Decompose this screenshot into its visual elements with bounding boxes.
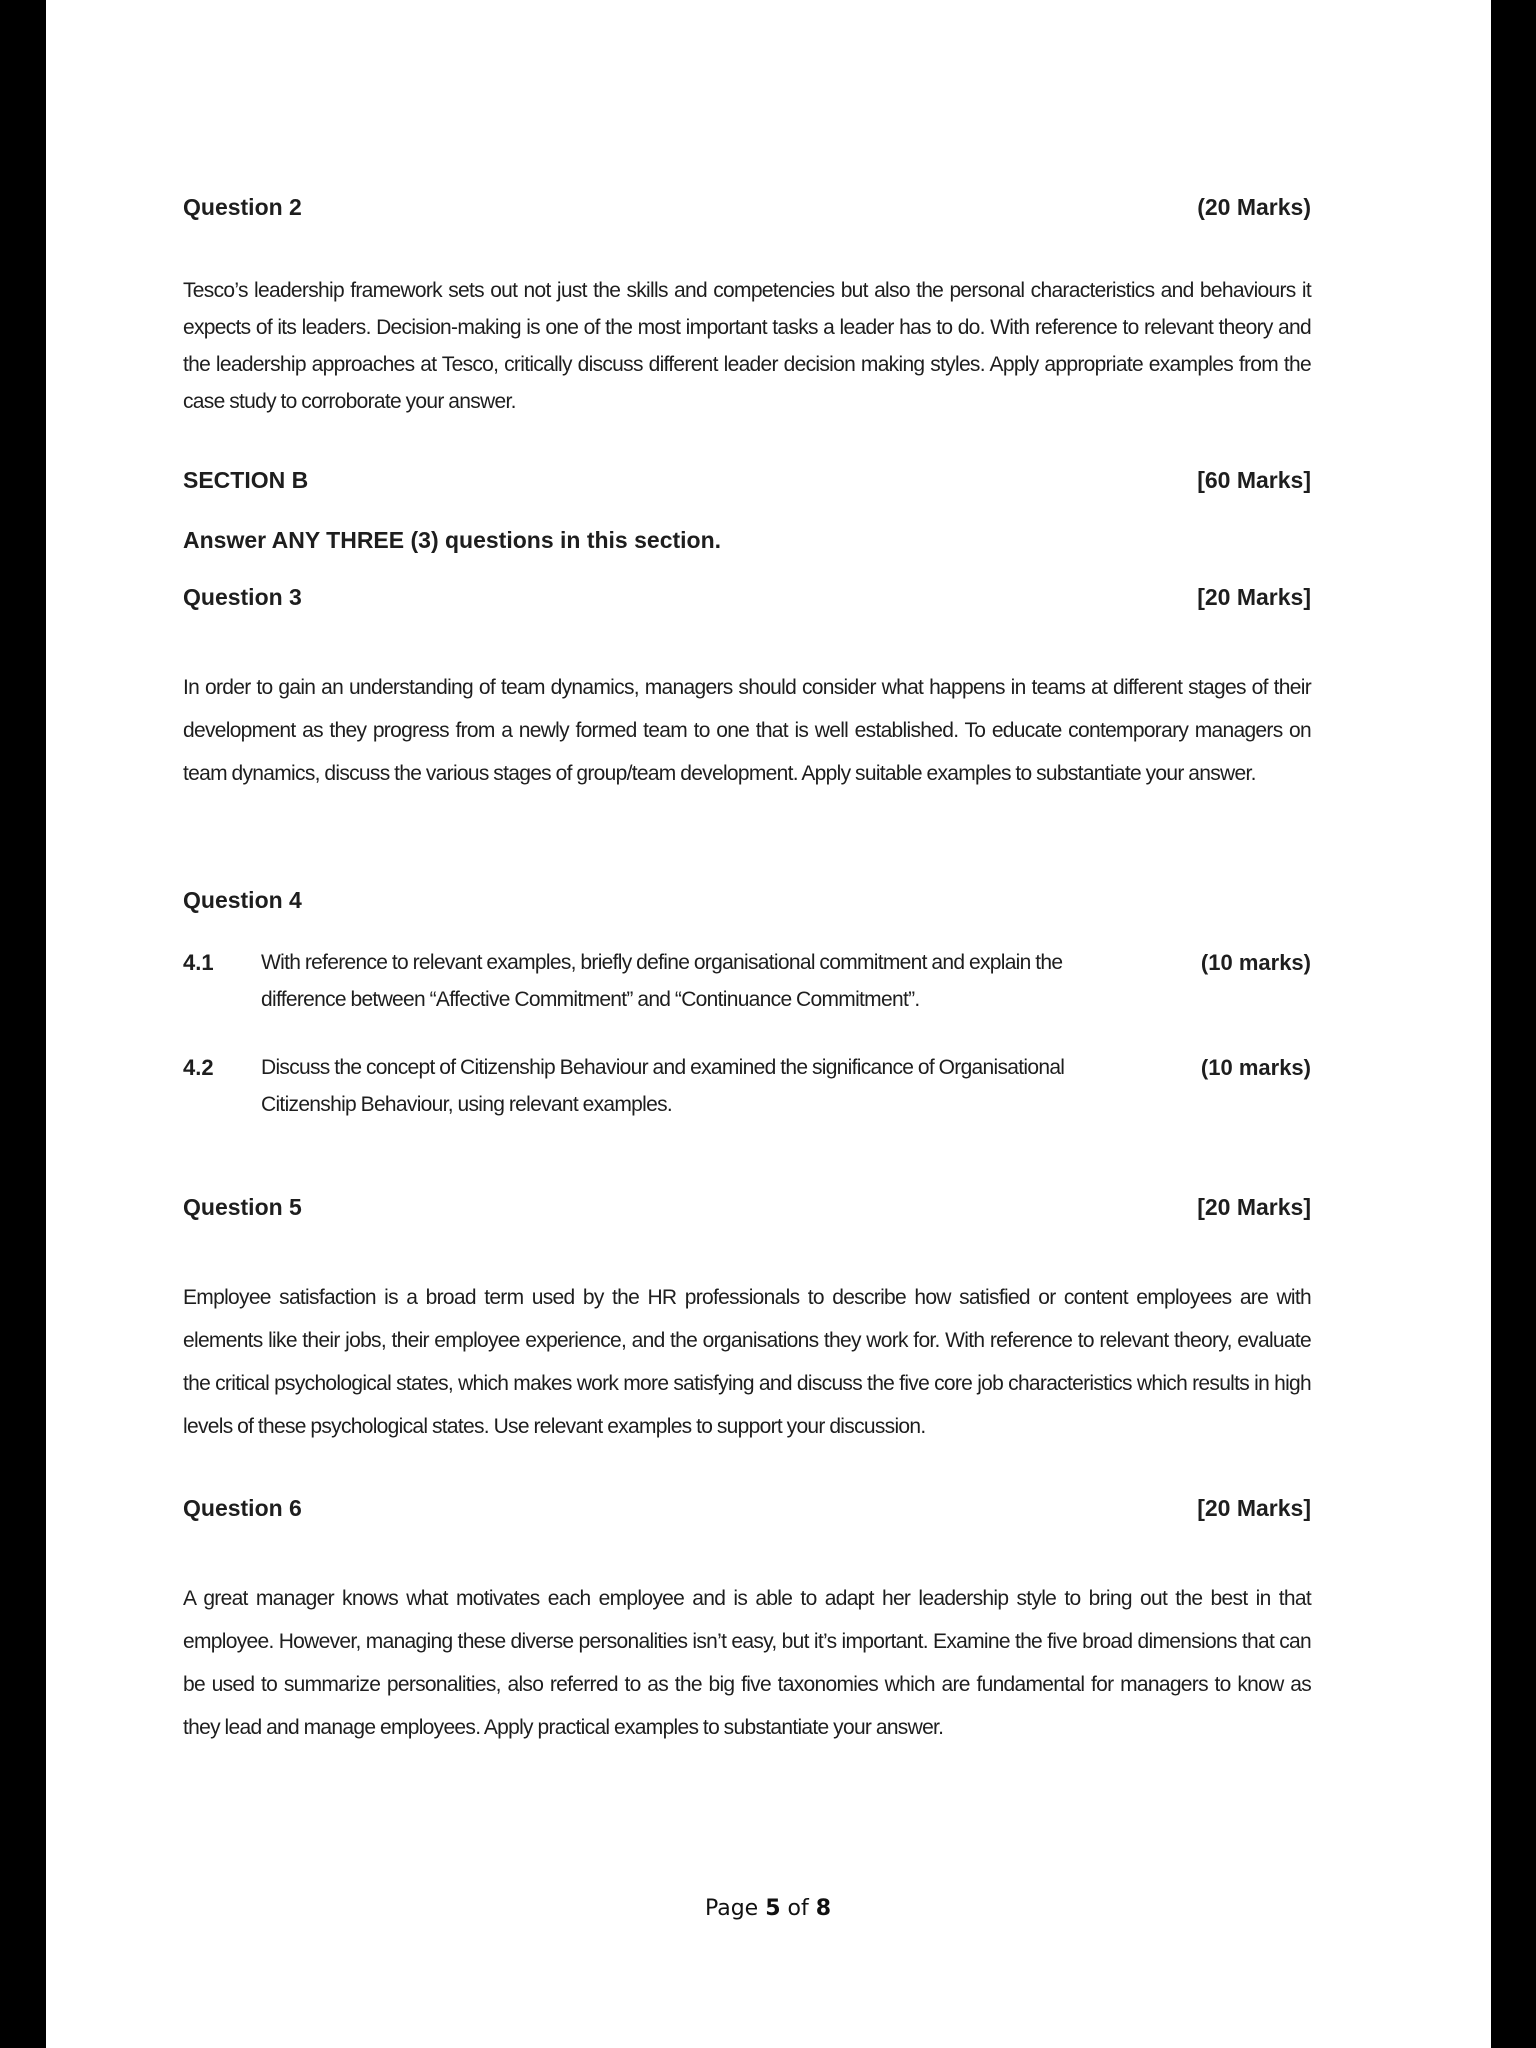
question-2-title: Question 2 [183,194,302,220]
question-4-2-text: Discuss the concept of Citizenship Behaviour and examined the significance of Organisational Citizenship Behaviour, using relevant examples. [261,1056,1065,1116]
question-5-header [183,1190,1311,1224]
question-4-1-text: With reference to relevant examples, briefly define organisational commitment and explain the difference between “Affective Commitment” and “Continuance Commitment”. [261,951,1063,1011]
page-content [183,0,1311,2048]
section-b-marks: [60 Marks] [1197,467,1311,493]
question-6-header [183,1491,1311,1525]
section-b-instruction-row [183,523,1311,557]
footer-page-total: 8 [815,1896,832,1921]
question-5-title: Question 5 [183,1194,302,1220]
footer-of-word: of [787,1896,809,1921]
question-3-body: In order to gain an understanding of team dynamics, managers should consider what happens in teams at different stages of their development as they progress from a newly formed team to one that is well established. To educate contemporary managers on team dynamics, discuss the various stages of group/team development. Apply suitable examples to substantiate your answer. [183,676,1311,785]
question-2-marks: (20 Marks) [1197,194,1311,220]
footer-page-number: 5 [765,1896,781,1921]
question-4-2-number: 4.2 [183,1055,214,1080]
question-4-2 [183,1049,1311,1129]
question-2-body: Tesco’s leadership framework sets out not just the skills and competencies but also the personal characteristics and behaviours it expects of its leaders. Decision-making is one of the most important tasks a leader has to do. With reference to relevant theory and the leadership approaches at Tesco, critically discuss different leader decision making styles. Apply appropriate examples from the case study to corroborate your answer. [183,279,1311,413]
question-5-marks: [20 Marks] [1197,1194,1311,1220]
question-4-1-marks: (10 marks) [1200,950,1311,975]
question-3-title: Question 3 [183,584,302,610]
footer-page-word: Page [704,1896,759,1921]
question-6-title: Question 6 [183,1495,302,1521]
question-4-2-marks: (10 marks) [1200,1055,1311,1080]
question-3-header [183,580,1311,614]
question-4-title: Question 4 [183,887,302,913]
question-2-header [183,190,1311,224]
section-b-header [183,463,1311,497]
page-footer [0,1896,1536,1921]
question-6-marks: [20 Marks] [1197,1495,1311,1521]
section-b-title: SECTION B [183,467,309,493]
question-5-body: Employee satisfaction is a broad term used by the HR professionals to describe how satisfied or content employees are with elements like their jobs, their employee experience, and the organisations they work for. With reference to relevant theory, evaluate the critical psychological states, which makes work more satisfying and discuss the five core job characteristics which results in high levels of these psychological states. Use relevant examples to support your discussion. [183,1286,1311,1438]
section-b-instruction: Answer ANY THREE (3) questions in this section. [183,527,722,553]
question-4-1-number: 4.1 [183,950,214,975]
question-4-1 [183,944,1311,1024]
question-4-header [183,883,1311,917]
question-3-marks: [20 Marks] [1197,584,1311,610]
question-6-body: A great manager knows what motivates each employee and is able to adapt her leadership style to bring out the best in that employee. However, managing these diverse personalities isn’t easy, but it’s important. Examine the five broad dimensions that can be used to summarize personalities, also referred to as the big five taxonomies which are fundamental for managers to know as they lead and manage employees. Apply practical examples to substantiate your answer. [183,1587,1311,1739]
